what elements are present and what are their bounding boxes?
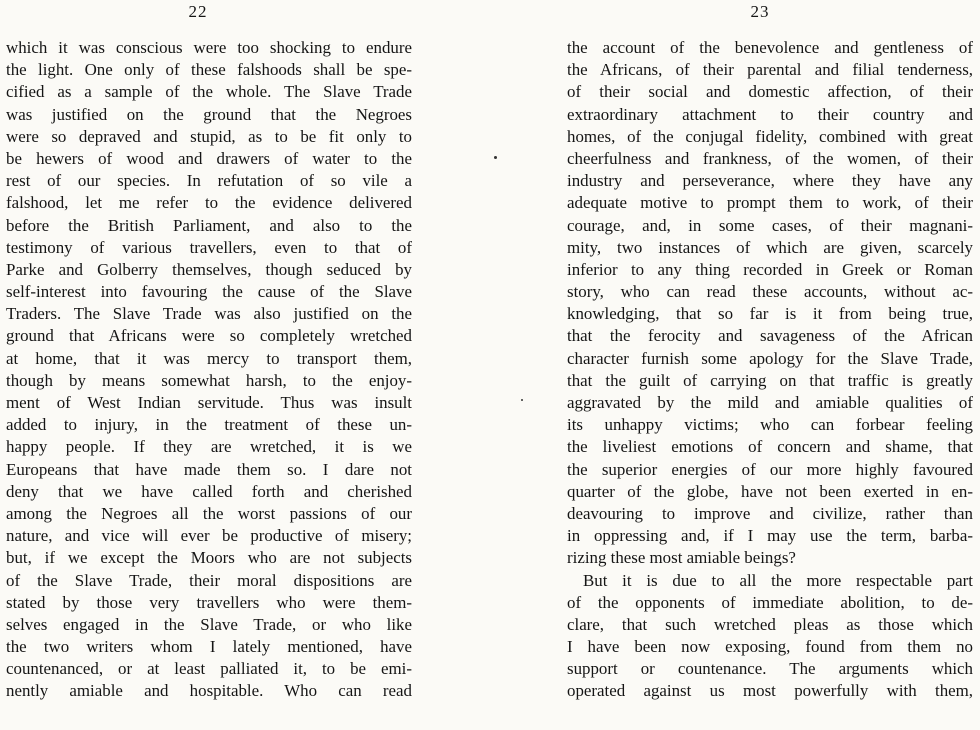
text-line: I have been now exposing, found from them no [567,637,973,657]
text-line: the liveliest emotions of concern and shame, that [567,437,973,457]
text-line: knowledging, that so far is it from being true, [567,304,973,324]
right-page [560,0,980,730]
text-line: were so depraved and stupid, as to be fit only to [6,126,412,146]
text-line: Traders. The Slave Trade was also justified on the [6,304,412,324]
page-number: 22 [188,2,208,21]
text-line: be hewers of wood and drawers of water to the [6,148,412,168]
text-line: homes, of the conjugal fidelity, combined with great [567,126,973,146]
text-line: among the Negroes all the worst passions of our [6,503,412,523]
page-text [567,37,973,703]
text-line: nently amiable and hospitable. Who can read [6,681,412,701]
text-line: deavouring to improve and civilize, rather than [567,503,973,523]
text-line: story, who can read these accounts, without ac- [567,282,973,302]
left-page [0,0,420,730]
text-line: that the ferocity and savageness of the African [567,326,973,346]
text-line: added to injury, in the treatment of these un- [6,415,412,435]
text-line: the light. One only of these falshoods shall be spe- [6,60,412,80]
text-line: character furnish some apology for the Slave Trade, [567,348,973,368]
page-text [6,37,412,703]
text-line: testimony of various travellers, even to that of [6,237,412,257]
text-line: quarter of the globe, have not been exerted in en- [567,481,973,501]
text-line: mity, two instances of which are given, scarcely [567,237,973,257]
text-line: cified as a sample of the whole. The Slave Trade [6,82,412,102]
text-line: in oppressing and, if I may use the term, barba- [567,526,973,546]
text-line: cheerfulness and frankness, of the women, of their [567,148,973,168]
text-line: rizing these most amiable beings? [567,548,796,568]
text-line: operated against us most powerfully with them, [567,681,973,701]
text-line: stated by those very travellers who were them- [6,592,412,612]
text-line: though by means somewhat harsh, to the enjoy- [6,370,412,390]
text-line: rest of our species. In refutation of so vile a [6,171,412,191]
page-number: 23 [750,2,770,21]
text-line: Europeans that have made them so. I dare not [6,459,412,479]
text-line: extraordinary attachment to their country and [567,104,973,124]
text-line: deny that we have called forth and cherished [6,481,412,501]
text-line: But it is due to all the more respectable part [583,570,973,590]
text-line: the superior energies of our more highly favoured [567,459,973,479]
text-line: nature, and vice will ever be productive of misery; [6,526,412,546]
text-line: Parke and Golberry themselves, though seduced by [6,259,412,279]
text-line: the account of the benevolence and gentleness of [567,38,973,57]
text-line: of the Slave Trade, their moral dispositions are [6,570,412,590]
text-line: falshood, let me refer to the evidence delivered [6,193,412,213]
text-line: industry and perseverance, where they have any [567,171,973,191]
text-line: ment of West Indian servitude. Thus was insult [6,393,412,412]
text-line: adequate motive to prompt them to work, of their [567,193,973,213]
print-speck [494,156,497,159]
text-line: clare, that such wretched pleas as those which [567,614,973,634]
text-line: inferior to any thing recorded in Greek or Roman [567,259,973,279]
text-line: support or countenance. The arguments which [567,659,973,679]
text-line: aggravated by the mild and amiable qualities of [567,393,973,412]
text-line: that the guilt of carrying on that traffic is greatly [567,370,973,390]
text-line: before the British Parliament, and also to the [6,215,412,235]
text-line: which it was conscious were too shocking to endure [6,38,412,57]
text-line: was justified on the ground that the Negroes [6,104,412,124]
text-line: happy people. If they are wretched, it is we [6,437,412,457]
text-line: selves engaged in the Slave Trade, or who like [6,614,412,634]
text-line: courage, and, in some cases, of their magnani- [567,215,973,235]
text-line: at home, that it was mercy to transport them, [6,348,412,368]
text-line: but, if we except the Moors who are not subjects [6,548,412,568]
text-line: countenanced, or at least palliated it, to be emi- [6,659,412,679]
text-line: self-interest into favouring the cause of the Slave [6,282,412,302]
text-line: the two writers whom I lately mentioned, have [6,637,412,657]
text-line: the Africans, of their parental and filial tenderness, [567,60,973,80]
text-line: ground that Africans were so completely wretched [6,326,412,346]
text-line: of their social and domestic affection, of their [567,82,973,102]
text-line: its unhappy victims; who can forbear feeling [567,415,973,435]
print-speck [521,399,523,401]
text-line: of the opponents of immediate abolition, to de- [567,592,973,612]
